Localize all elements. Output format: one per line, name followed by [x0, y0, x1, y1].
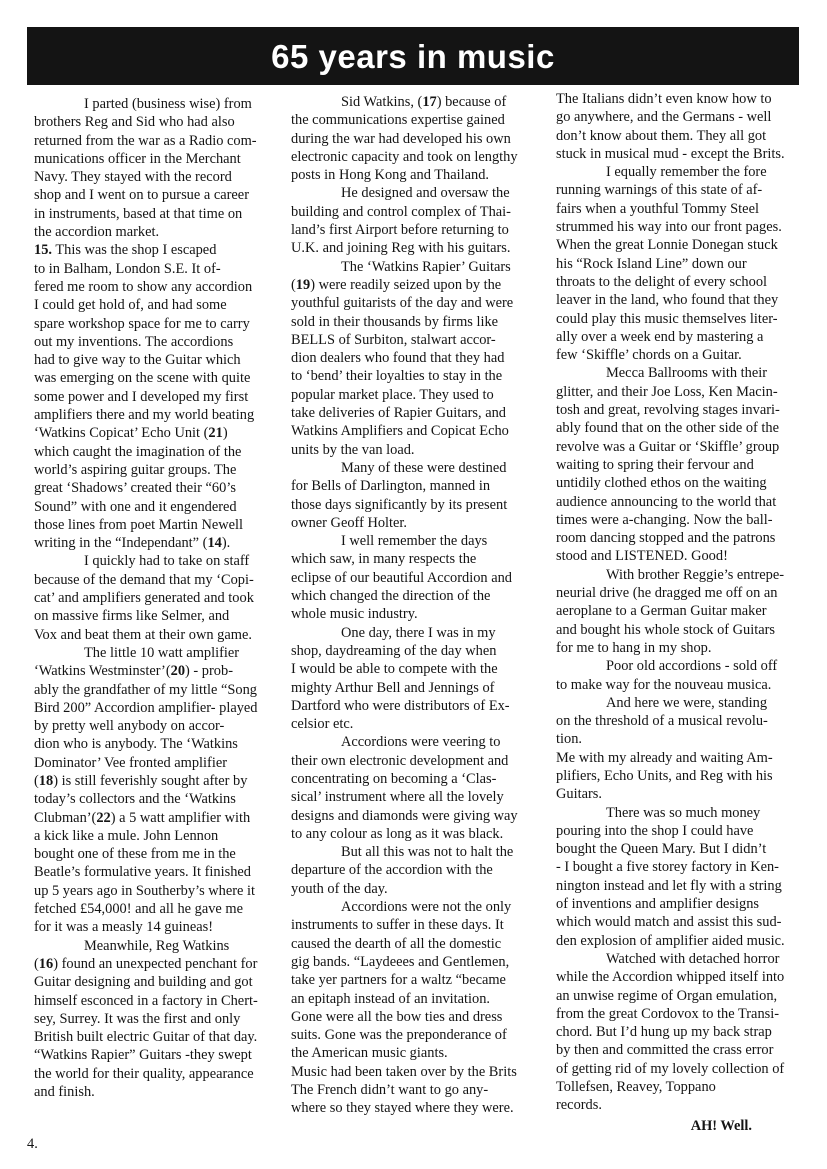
paragraph: Many of these were destined for Bells of Darlington, manned in those days significantly by its present owner Geoff Holter. — [291, 459, 508, 531]
paragraph: There was so much money pouring into the shop I could have bought the Queen Mary. But I didn’t - I bought a five storey factory in Ken- nington instead and let fly with a string of inventions and amplifier designs which would match and assist this sud- den explosion of amplifier aided music. — [556, 804, 785, 949]
signoff: AH! Well. — [690, 1117, 752, 1134]
paragraph: Watched with detached horror while the Accordion whipped itself into an unwise regime of Organ emulation, from the great Cordovox to the Transi- chord. But I’d hung up my back strap by then and committed the crass error of getting rid of my lovely collection of Tollefsen, Reavey, Toppano records. — [556, 950, 785, 1114]
paragraph: And here we were, standing on the threshold of a musical revolu- tion. Me with my already and waiting Am- plifiers, Echo Units, and Reg with his Guitars. — [556, 694, 773, 803]
paragraph: One day, there I was in my shop, daydreaming of the day when I would be able to compete with the mighty Arthur Bell and Jennings of Dartford who were distributors of Ex- celsior etc. — [291, 624, 510, 733]
paragraph: Poor old accordions - sold off to make way for the nouveau musica. — [556, 658, 778, 693]
page-number: 4. — [27, 1136, 38, 1152]
paragraph: With brother Reggie’s entrepe- neurial drive (he dragged me off on an aeroplane to a German Guitar maker and bought his whole stock of Guitars for me to hang in my shop. — [556, 566, 785, 656]
paragraph: Meanwhile, Reg Watkins (16) found an unexpected penchant for Guitar designing and building and got himself esconced in a factory in Chert- sey, Surrey. It was the first and only British built electric Guitar of that day. “Watkins Rapier” Guitars -they swept the world for their quality, appearance and finish. — [34, 937, 258, 1101]
text-column-2 — [291, 93, 534, 1118]
paragraph: I well remember the days which saw, in many respects the eclipse of our beautiful Accordion and which changed the direction of the whole music industry. — [291, 533, 512, 623]
paragraph: Accordions were veering to their own electronic development and concentrating on becoming a ‘Clas- sical’ instrument where all the lovely designs and diamonds were giving way to any colour as long as it was black. — [291, 734, 518, 842]
page-title: 65 years in music — [271, 37, 555, 75]
paragraph: He designed and oversaw the building and control complex of Thai- land’s first Airport before returning to U.K. and joining Reg with his guitars. — [291, 185, 511, 257]
paragraph: I parted (business wise) from brothers Reg and Sid who had also returned from the war as a Radio com- munications officer in the Merchant Navy. They stayed with the record shop and I went on to pursue a career in instruments, based at that time on the accordion market. — [34, 96, 257, 241]
paragraph: The Italians didn’t even know how to go anywhere, and the Germans - well don’t know about them. They all got stuck in musical mud - except the Brits. — [556, 91, 785, 162]
paragraph: Sid Watkins, (17) because of the communications expertise gained during the war had developed his own electronic capacity and took on lengthy posts in Hong Kong and Thailand. — [291, 94, 518, 184]
text-column-1 — [34, 95, 273, 1101]
paragraph: But all this was not to halt the departure of the accordion with the youth of the day. — [291, 844, 514, 897]
paragraph: The ‘Watkins Rapier’ Guitars (19) were readily seized upon by the youthful guitarists of the day and were sold in their thousands by firms like BELLS of Surbiton, stalwart accor- dion dealers who found that they had to ‘bend’ their loyalties to stay in the popular market place. They used to take deliveries of Rapier Guitars, and Watkins Amplifiers and Copicat Echo units by the van load. — [291, 258, 514, 458]
title-banner — [27, 27, 799, 85]
paragraph: I quickly had to take on staff because of the demand that my ‘Copi- cat’ and amplifiers generated and took on massive firms like Selmer, and Vox and beat them at their own game. — [34, 553, 254, 643]
paragraph: Accordions were not the only instruments to suffer in these days. It caused the dearth of all the domestic gig bands. “Laydeees and Gentlemen, take yer partners for a waltz “became an epitaph instead of an invitation. Gone were all the bow ties and dress suits. Gone was the preponderance of the American music giants. Music had been taken over by the Brits The French didn’t want to go any- where so they stayed where they were. — [291, 899, 517, 1117]
paragraph: The little 10 watt amplifier ‘Watkins Westminster’(20) - prob- ably the grandfather of my little “Song Bird 200” Accordion amplifier- played by pretty well anybody on accor- dion who is anybody. The ‘Watkins Dominator’ Vee fronted amplifier (18) is still feverishly sought after by today’s collectors and the ‘Watkins Clubman’(22) a 5 watt amplifier with a kick like a mule. John Lennon bought one of these from me in the Beatle’s formulative years. It finished up 5 years ago in Southerby’s where it fetched £54,000! and all he gave me for it was a measly 14 guineas! — [34, 644, 258, 936]
paragraph: 15. This was the shop I escaped to in Balham, London S.E. It of- fered me room to show any accordion I could get hold of, and had some spare workshop space for me to carry out my inventions. The accordions had to give way to the Guitar which was emerging on the scene with quite some power and I developed my first amplifiers there and my world beating ‘Watkins Copicat’ Echo Unit (21) which caught the imagination of the world’s aspiring guitar groups. The great ‘Shadows’ created their “60’s Sound” with one and it engendered those lines from poet Martin Newell writing in the “Independant” (14). — [34, 242, 255, 552]
text-column-3 — [556, 90, 802, 1135]
paragraph: Mecca Ballrooms with their glitter, and their Joe Loss, Ken Macin- tosh and great, revolving stages invari- ably found that on the other side of the revolve was a Guitar or ‘Skiffle’ group waiting to spring their fervour and untidily clothed ethos on the waiting audience announcing to the world that times were a-changing. Now the ball- room dancing stopped and the patrons stood and LISTENED. Good! — [556, 365, 780, 565]
paragraph: I equally remember the fore running warnings of this state of af- fairs when a youthful Tommy Steel strummed his way into our front pages. When the great Lonnie Donegan stuck his “Rock Island Line” down our throats to the delight of every school leaver in the land, who found that they could play this music themselves liter- ally over a week end by mastering a few ‘Skiffle’ chords on a Guitar. — [556, 164, 782, 364]
